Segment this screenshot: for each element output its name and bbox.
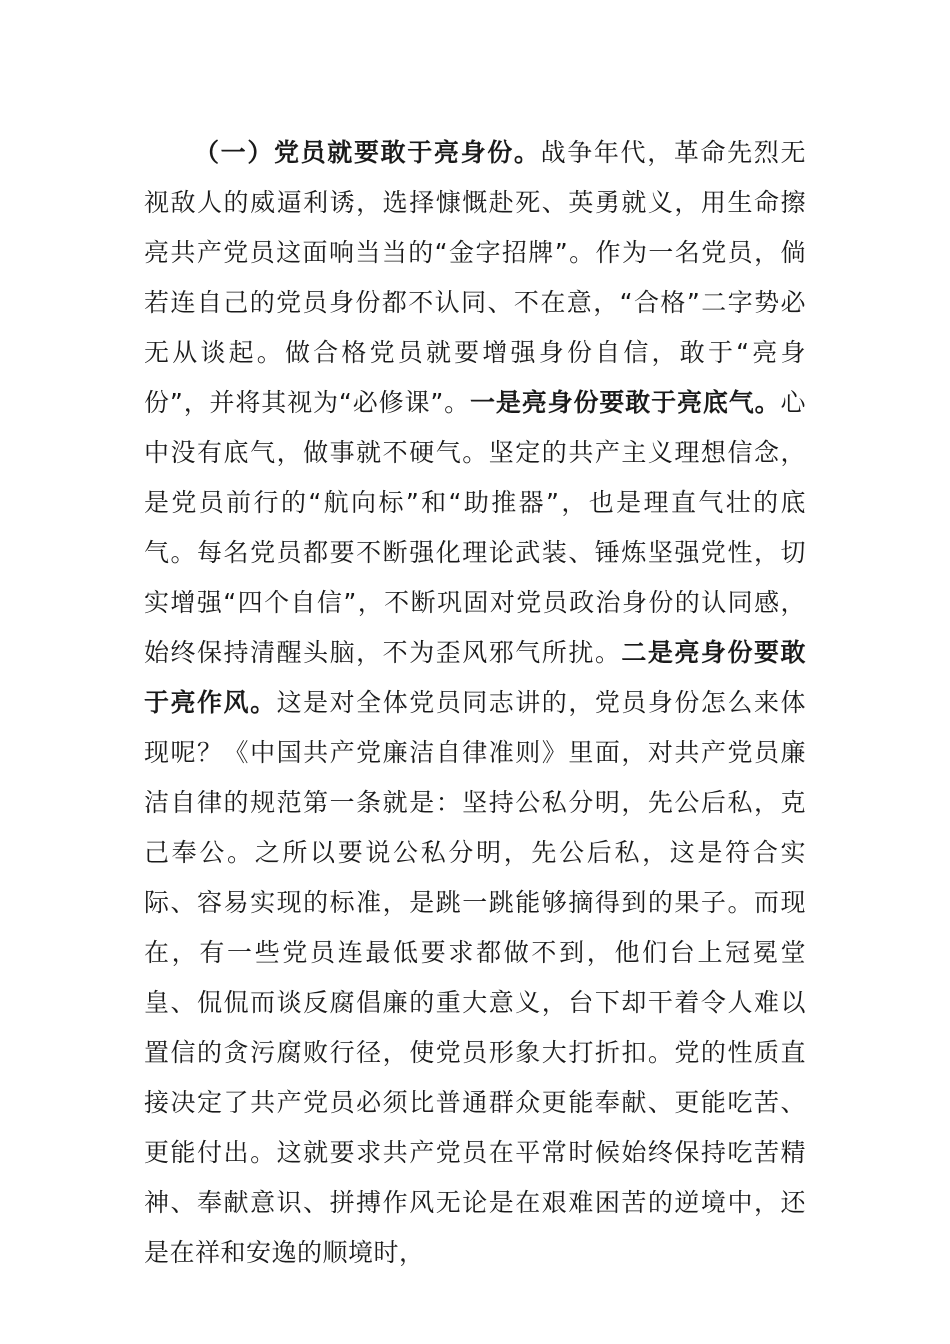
section-heading: （一）党员就要敢于亮身份。	[194, 138, 541, 167]
body-paragraph	[144, 128, 806, 1278]
point-two-heading: 二是亮身份要敢于亮作风。	[144, 638, 806, 717]
paragraph-text: 战争年代，革命先烈无视敌人的威逼利诱，选择慷慨赴死、英勇就义，用生命擦亮共产党员这面响当当的“金字招牌”。作为一名党员，倘若连自己的党员身份都不认同、不在意，“合格”二字势必无从谈起。做合格党员就要增强身份自信，敢于“亮身份”，并将其视为“必修课”。	[144, 138, 806, 417]
paragraph-text: 心中没有底气，做事就不硬气。坚定的共产主义理想信念，是党员前行的“航向标”和“助推器”，也是理直气壮的底气。每名党员都要不断强化理论武装、锤炼坚强党性，切实增强“四个自信”，不断巩固对党员政治身份的认同感，始终保持清醒头脑，不为歪风邪气所扰。	[144, 388, 806, 667]
point-one-heading: 一是亮身份要敢于亮底气。	[470, 388, 781, 417]
paragraph-text: 这是对全体党员同志讲的，党员身份怎么来体现呢？《中国共产党廉洁自律准则》里面，对共产党员廉洁自律的规范第一条就是：坚持公私分明，先公后私，克己奉公。之所以要说公私分明，先公后私，这是符合实际、容易实现的标准，是跳一跳能够摘得到的果子。而现在，有一些党员连最低要求都做不到，他们台上冠冕堂皇、侃侃而谈反腐倡廉的重大意义，台下却干着令人难以置信的贪污腐败行径，使党员形象大打折扣。党的性质直接决定了共产党员必须比普通群众更能奉献、更能吃苦、更能付出。这就要求共产党员在平常时候始终保持吃苦精神、奉献意识、拼搏作风无论是在艰难困苦的逆境中，还是在祥和安逸的顺境时，	[144, 688, 806, 1267]
